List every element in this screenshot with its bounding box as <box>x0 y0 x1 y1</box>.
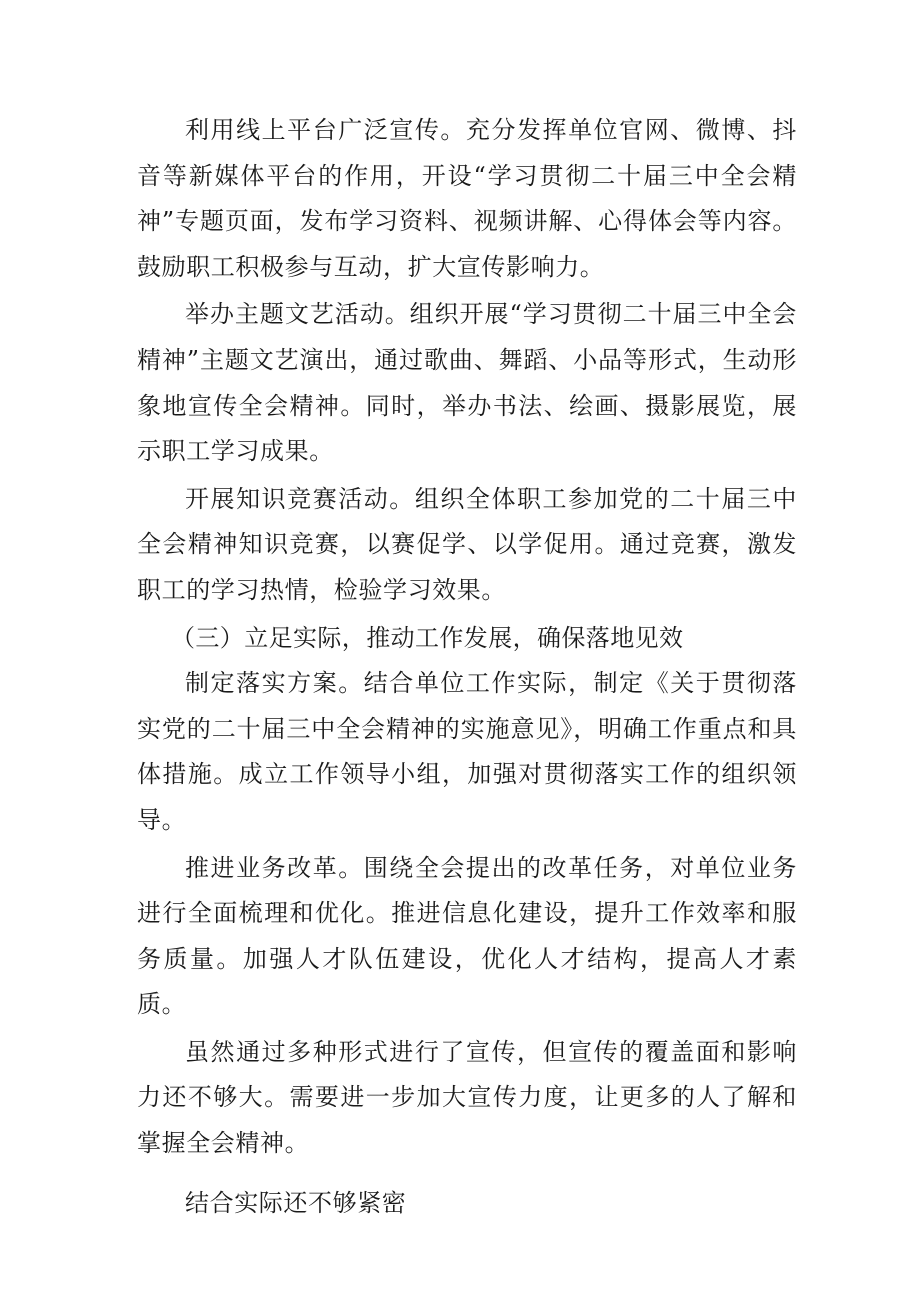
section-heading-three: （三）立足实际，推动工作发展，确保落地见效 <box>171 623 684 652</box>
document-body <box>137 108 797 1228</box>
paragraph-integration-shortcoming: 结合实际还不够紧密 <box>185 1188 407 1217</box>
paragraph-online-publicity: 利用线上平台广泛宣传。充分发挥单位官网、微博、抖音等新媒体平台的作用，开设“学习贯彻二十届三中全会精神”专题页面，发布学习资料、视频讲解、心得体会等内容。鼓励职工积极参与互动，扩大宣传影响力。 <box>137 116 797 281</box>
paragraph-business-reform: 推进业务改革。围绕全会提出的改革任务，对单位业务进行全面梳理和优化。推进信息化建设，提升工作效率和服务质量。加强人才队伍建设，优化人才结构，提高人才素质。 <box>137 853 797 1019</box>
paragraph-themed-arts-activity: 举办主题文艺活动。组织开展“学习贯彻二十届三中全会精神”主题文艺演出，通过歌曲、舞蹈、小品等形式，生动形象地宣传全会精神。同时，举办书法、绘画、摄影展览，展示职工学习成果。 <box>137 300 797 466</box>
paragraph-implementation-plan: 制定落实方案。结合单位工作实际，制定《关于贯彻落实党的二十届三中全会精神的实施意见》，明确工作重点和具体措施。成立工作领导小组，加强对贯彻落实工作的组织领导。 <box>137 669 797 834</box>
paragraph-knowledge-contest: 开展知识竞赛活动。组织全体职工参加党的二十届三中全会精神知识竞赛，以赛促学、以学促用。通过竞赛，激发职工的学习热情，检验学习效果。 <box>137 484 797 604</box>
paragraph-publicity-shortcoming: 虽然通过多种形式进行了宣传，但宣传的覆盖面和影响力还不够大。需要进一步加大宣传力度，让更多的人了解和掌握全会精神。 <box>137 1037 797 1158</box>
